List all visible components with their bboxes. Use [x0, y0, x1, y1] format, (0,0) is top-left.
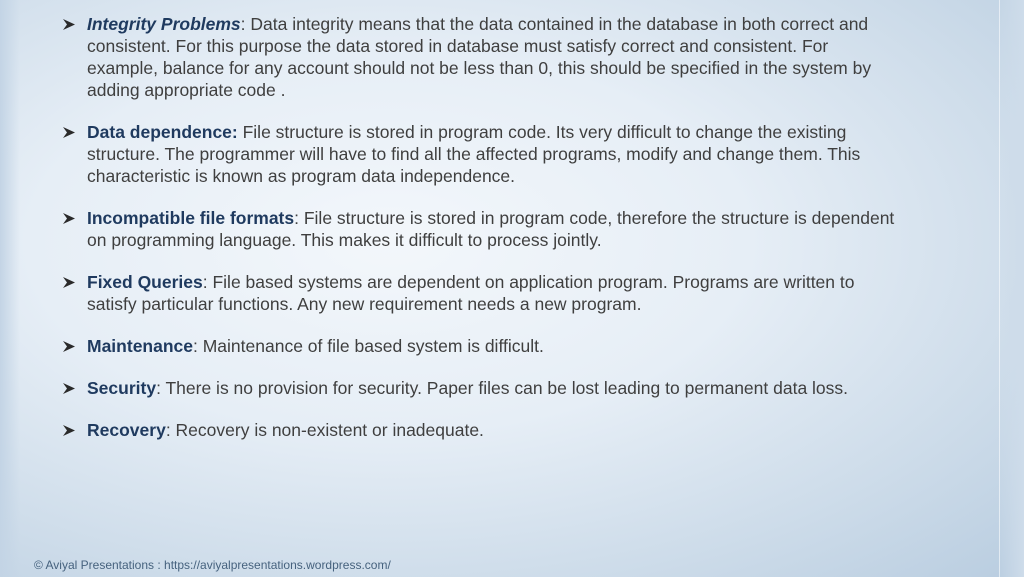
list-item: [62, 335, 902, 357]
right-edge-line: [999, 0, 1000, 577]
item-separator: :: [156, 378, 166, 398]
list-item: [62, 419, 902, 441]
item-separator: :: [193, 336, 203, 356]
item-separator: :: [202, 272, 213, 292]
footer-credit: © Aviyal Presentations : https://aviyalpresentations.wordpress.com/: [34, 558, 391, 572]
arrow-bullet-icon: [62, 424, 76, 437]
item-separator: :: [294, 208, 304, 228]
arrow-bullet-icon: [62, 340, 76, 353]
item-term: Security: [87, 378, 157, 398]
item-text: Data integrity means that the data contained in the database in both correct and consistent. For this purpose the data stored in database must satisfy correct and consistent. For example, balance for any account should not be less than 0, this should be specified in the system by adding appropriate code .: [87, 14, 872, 100]
item-term: Incompatible file formats: [87, 208, 295, 228]
left-edge-shade: [0, 0, 20, 577]
list-item: [62, 271, 902, 315]
item-term: Maintenance: [87, 336, 193, 356]
item-term: Fixed Queries: [87, 272, 203, 292]
right-edge-shade: [998, 0, 1024, 577]
item-separator: :: [165, 420, 176, 440]
item-text: File structure is stored in program code. Its very difficult to change the existing structure. The programmer will have to find all the affected programs, modify and change them. This characteristic is known as program data independence.: [87, 122, 861, 186]
item-text: File structure is stored in program code, therefore the structure is dependent on programming language. This makes it difficult to process jointly.: [87, 208, 895, 250]
arrow-bullet-icon: [62, 382, 76, 395]
item-term: Recovery: [87, 420, 166, 440]
item-text: There is no provision for security. Paper files can be lost leading to permanent data loss.: [165, 378, 849, 398]
bullet-list: [62, 13, 902, 461]
list-item: [62, 13, 902, 101]
arrow-bullet-icon: [62, 126, 76, 139]
item-term: Integrity Problems: [87, 14, 241, 34]
item-separator: :: [240, 14, 251, 34]
item-text: Maintenance of file based system is difficult.: [202, 336, 544, 356]
list-item: [62, 377, 902, 399]
list-item: [62, 207, 902, 251]
item-text: File based systems are dependent on application program. Programs are written to satisfy particular functions. Any new requirement needs a new program.: [87, 272, 855, 314]
arrow-bullet-icon: [62, 18, 76, 31]
arrow-bullet-icon: [62, 276, 76, 289]
arrow-bullet-icon: [62, 212, 76, 225]
item-text: Recovery is non-existent or inadequate.: [175, 420, 484, 440]
list-item: [62, 121, 902, 187]
item-term: Data dependence:: [87, 122, 238, 142]
